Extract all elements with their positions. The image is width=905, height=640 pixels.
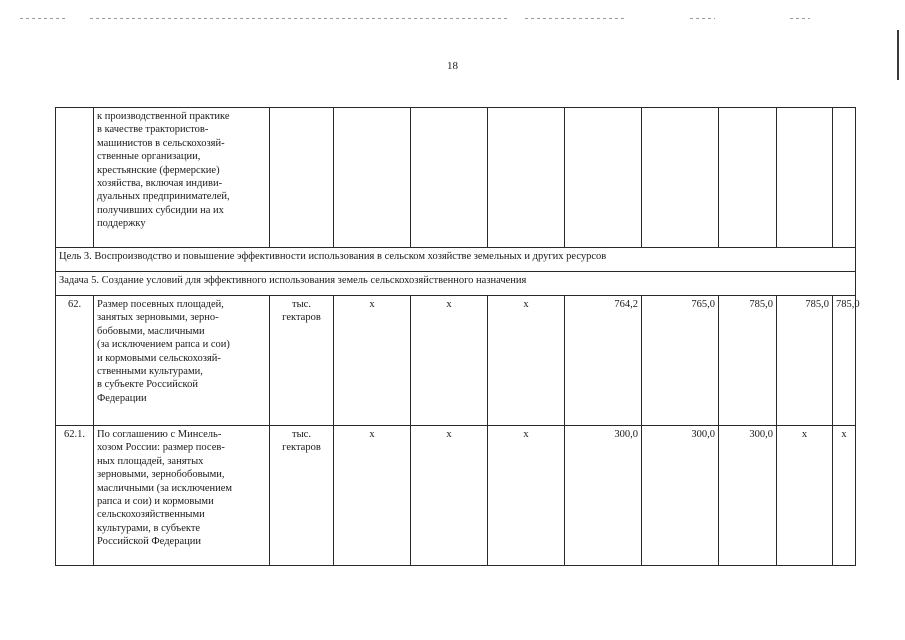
value-cell: 785,0 bbox=[777, 296, 833, 426]
table-row bbox=[56, 426, 856, 566]
value-cell: x bbox=[777, 426, 833, 566]
value-cell: 785,0 bbox=[833, 296, 856, 426]
value-cell: x bbox=[411, 296, 488, 426]
page-number: 18 bbox=[447, 60, 458, 72]
indicator-description: По соглашению с Минсель- хозом России: размер посев- ных площадей, занятых зерновыми, зернобобовыми, масличными (за исключением рапса и сои) и кормовыми сельскохозяйственными культурами, в субъекте Российской Федерации bbox=[94, 426, 270, 566]
unit-cell: тыс. гектаров bbox=[270, 296, 334, 426]
value-cell bbox=[642, 108, 719, 248]
value-cell: 300,0 bbox=[642, 426, 719, 566]
table-row-task bbox=[56, 272, 856, 296]
indicator-description: к производственной практике в качестве трактористов- машинистов в сельскохозяй- ственные организации, крестьянские (фермерские) хозяйства, включая индиви- дуальных предпринимателей, получивших субсидии на их поддержку bbox=[94, 108, 270, 248]
value-cell: x bbox=[488, 296, 565, 426]
indicator-description: Размер посевных площадей, занятых зерновыми, зерно- бобовыми, масличными (за исключением рапса и сои) и кормовыми сельскохозяй- ственными культурами, в субъекте Российской Федерации bbox=[94, 296, 270, 426]
indicators-table bbox=[55, 107, 860, 566]
table-row bbox=[56, 296, 856, 426]
value-cell bbox=[719, 108, 777, 248]
value-cell: x bbox=[833, 426, 856, 566]
value-cell: x bbox=[488, 426, 565, 566]
value-cell bbox=[334, 108, 411, 248]
value-cell: 765,0 bbox=[642, 296, 719, 426]
unit-cell bbox=[270, 108, 334, 248]
row-number-cell bbox=[56, 108, 94, 248]
value-cell: 300,0 bbox=[565, 426, 642, 566]
value-cell: 764,2 bbox=[565, 296, 642, 426]
value-cell bbox=[565, 108, 642, 248]
value-cell: x bbox=[334, 426, 411, 566]
value-cell: 300,0 bbox=[719, 426, 777, 566]
table-row-goal bbox=[56, 248, 856, 272]
scan-edge-mark bbox=[897, 30, 899, 80]
task-heading: Задача 5. Создание условий для эффективного использования земель сельскохозяйственного назначения bbox=[56, 272, 856, 296]
goal-heading: Цель 3. Воспроизводство и повышение эффективности использования в сельском хозяйстве земельных и других ресурсов bbox=[56, 248, 856, 272]
value-cell bbox=[488, 108, 565, 248]
table-row-continuation bbox=[56, 108, 856, 248]
value-cell: 785,0 bbox=[719, 296, 777, 426]
row-number-cell: 62.1. bbox=[56, 426, 94, 566]
value-cell bbox=[411, 108, 488, 248]
value-cell bbox=[833, 108, 856, 248]
row-number-cell: 62. bbox=[56, 296, 94, 426]
value-cell: x bbox=[411, 426, 488, 566]
scan-header-artifact bbox=[0, 14, 905, 24]
unit-cell: тыс. гектаров bbox=[270, 426, 334, 566]
value-cell bbox=[777, 108, 833, 248]
value-cell: x bbox=[334, 296, 411, 426]
